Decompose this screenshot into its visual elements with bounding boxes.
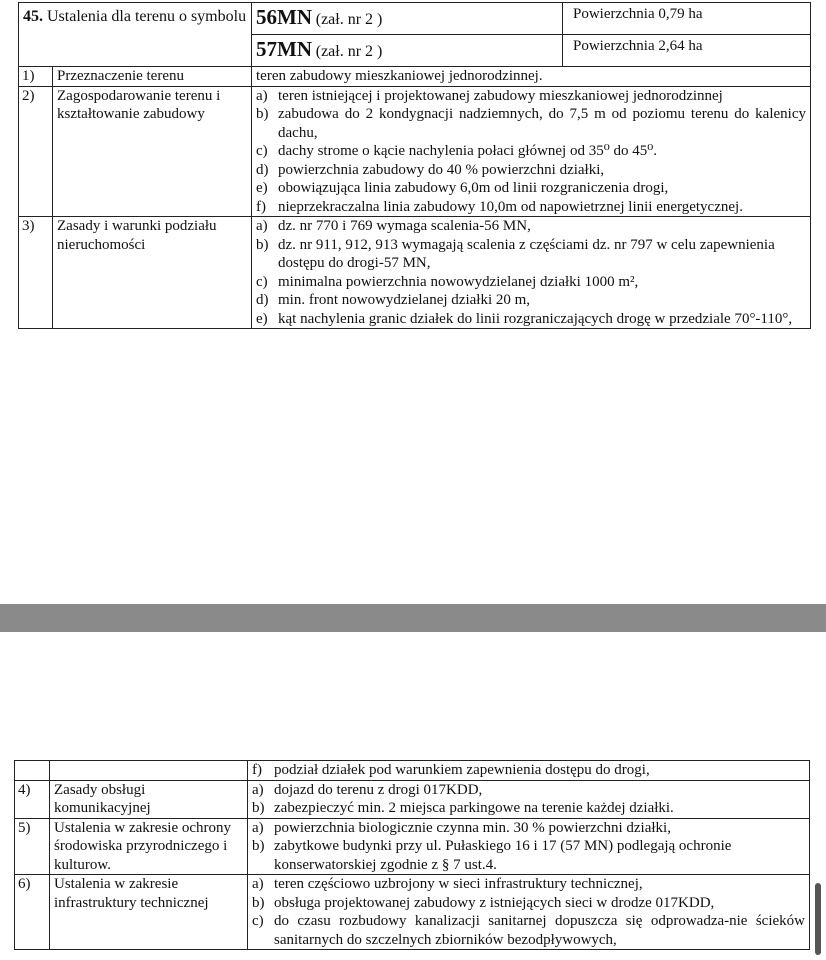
header-row-56mn xyxy=(19,3,811,35)
row-content: teren zabudowy mieszkaniowej jednorodzinnej. xyxy=(252,67,811,87)
item-text: podział działek pod warunkiem zapewnienia dostępu do drogi, xyxy=(274,762,650,778)
list-item xyxy=(256,142,806,161)
table-row xyxy=(19,86,811,217)
list-item xyxy=(252,894,805,913)
list-item xyxy=(252,875,805,894)
item-text: do czasu rozbudowy kanalizacji sanitarnej dopuszcza się odprowadza-nie ścieków sanitarnych do szczelnych zbiorników bezodpływowych, xyxy=(274,913,805,948)
item-text: dz. nr 911, 912, 913 wymagają scalenia z częściami dz. nr 797 w celu zapewnienia dostępu do drogi-57 MN, xyxy=(278,236,775,271)
page-separator xyxy=(0,604,826,632)
item-letter: e) xyxy=(256,310,268,327)
item-letter: f) xyxy=(256,198,266,215)
table-row xyxy=(19,217,811,329)
zone-area-cell xyxy=(563,35,811,67)
list-item xyxy=(256,236,806,273)
zone-ref: (zał. nr 2 ) xyxy=(315,43,383,60)
row-content xyxy=(248,780,810,818)
table-row xyxy=(19,67,811,87)
row-content xyxy=(252,217,811,329)
row-number: 3) xyxy=(19,217,53,329)
row-number: 4) xyxy=(15,780,50,818)
table-row xyxy=(15,761,810,781)
item-letter: a) xyxy=(256,87,268,104)
item-text: dachy strome o kącie nachylenia połaci głównej od 35⁰ do 45⁰. xyxy=(278,143,657,159)
item-text: zabudowa do 2 kondygnacji nadziemnych, do 7,5 m od poziomu terenu do kalenicy dachu, xyxy=(278,106,806,141)
item-letter: b) xyxy=(252,838,265,854)
item-letter: e) xyxy=(256,180,268,196)
item-text: kąt nachylenia granic działek do linii rozgraniczających drogę w przedziale 70°-110°, xyxy=(278,310,793,327)
list-item xyxy=(256,179,806,198)
item-letter: c) xyxy=(252,913,264,929)
list-item xyxy=(256,291,806,310)
item-letter: b) xyxy=(252,894,265,911)
scrollbar-thumb[interactable] xyxy=(815,883,821,955)
item-text: obowiązująca linia zabudowy 6,0m od linii rozgraniczenia drogi, xyxy=(278,180,669,196)
item-text: powierzchnia biologicznie czynna min. 30 % powierzchni działki, xyxy=(274,819,671,836)
item-text: nieprzekraczalna linia zabudowy 10,0m od napowietrznej linii energetycznej. xyxy=(278,198,743,215)
row-label: Ustalenia w zakresie infrastruktury technicznej xyxy=(50,875,248,950)
item-letter: a) xyxy=(252,781,264,798)
list-item xyxy=(256,198,806,217)
zone-area: Powierzchnia 2,64 ha xyxy=(573,38,703,54)
zone-ref: (zał. nr 2 ) xyxy=(315,11,383,28)
header-label-cell xyxy=(19,3,252,67)
item-text: dz. nr 770 i 769 wymaga scalenia-56 MN, xyxy=(278,218,531,234)
item-letter: d) xyxy=(256,292,269,308)
item-text: min. front nowowydzielanej działki 20 m, xyxy=(278,292,531,308)
zone-area-cell xyxy=(563,3,811,35)
item-letter: c) xyxy=(256,273,268,290)
zone-code: 56MN xyxy=(256,5,312,29)
list-item xyxy=(256,87,806,106)
item-text: zabytkowe budynki przy ul. Pułaskiego 16 i 17 (57 MN) podlegają ochronie konserwatorskiej zgodnie z § 7 ust.4. xyxy=(274,838,732,873)
row-label: Ustalenia w zakresie ochrony środowiska przyrodniczego i kulturow. xyxy=(50,818,248,875)
item-text: teren istniejącej i projektowanej zabudowy mieszkaniowej jednorodzinnej xyxy=(278,87,723,104)
row-content xyxy=(252,86,811,217)
item-letter: d) xyxy=(256,161,269,178)
item-text: minimalna powierzchnia nowowydzielanej działki 1000 m², xyxy=(278,273,639,290)
zone-code: 57MN xyxy=(256,37,312,61)
row-content xyxy=(248,818,810,875)
item-letter: b) xyxy=(256,236,269,253)
section-label: Ustalenia dla terenu o symbolu xyxy=(47,8,247,25)
item-letter: c) xyxy=(256,143,268,159)
row-number: 5) xyxy=(15,818,50,875)
item-text: powierzchnia zabudowy do 40 % powierzchni działki, xyxy=(278,161,605,178)
row-label: Zasady i warunki podziału nieruchomości xyxy=(53,217,252,329)
item-text: teren częściowo uzbrojony w sieci infrastruktury technicznej, xyxy=(274,876,643,892)
zone-code-cell xyxy=(252,35,563,67)
zone-code-cell xyxy=(252,3,563,35)
list-item xyxy=(252,799,805,818)
zone-area: Powierzchnia 0,79 ha xyxy=(573,6,703,22)
item-letter: b) xyxy=(252,800,265,816)
list-item xyxy=(256,161,806,180)
row-number: 6) xyxy=(15,875,50,950)
section-number: 45. xyxy=(23,8,43,25)
list-item xyxy=(256,105,806,142)
item-letter: b) xyxy=(256,106,269,122)
row-content xyxy=(248,761,810,781)
item-text: dojazd do terenu z drogi 017KDD, xyxy=(274,781,483,798)
item-letter: a) xyxy=(252,819,264,836)
row-content xyxy=(248,875,810,950)
item-text: zabezpieczyć min. 2 miejsca parkingowe na terenie każdej działki. xyxy=(274,800,674,816)
item-text: obsługa projektowanej zabudowy z istniejących sieci w drodze 017KDD, xyxy=(274,894,715,911)
table-row xyxy=(15,780,810,818)
list-item xyxy=(256,273,806,292)
row-label: Zagospodarowanie terenu i kształtowanie zabudowy xyxy=(53,86,252,217)
item-letter: a) xyxy=(252,876,264,892)
row-number: 2) xyxy=(19,86,53,217)
table-row xyxy=(15,875,810,950)
item-letter: f) xyxy=(252,762,262,778)
list-item xyxy=(252,819,805,838)
list-item xyxy=(252,781,805,800)
list-item xyxy=(256,310,806,329)
document-page-bottom xyxy=(0,632,826,960)
list-item xyxy=(252,912,805,949)
list-item xyxy=(252,837,805,874)
row-number: 1) xyxy=(19,67,53,87)
item-letter: a) xyxy=(256,218,268,234)
zoning-table-top xyxy=(18,2,811,329)
zoning-table-bottom xyxy=(14,760,810,950)
table-row xyxy=(15,818,810,875)
row-label: Zasady obsługi komunikacyjnej xyxy=(50,780,248,818)
row-label: Przeznaczenie terenu xyxy=(53,67,252,87)
list-item xyxy=(256,217,806,236)
list-item xyxy=(252,761,805,780)
